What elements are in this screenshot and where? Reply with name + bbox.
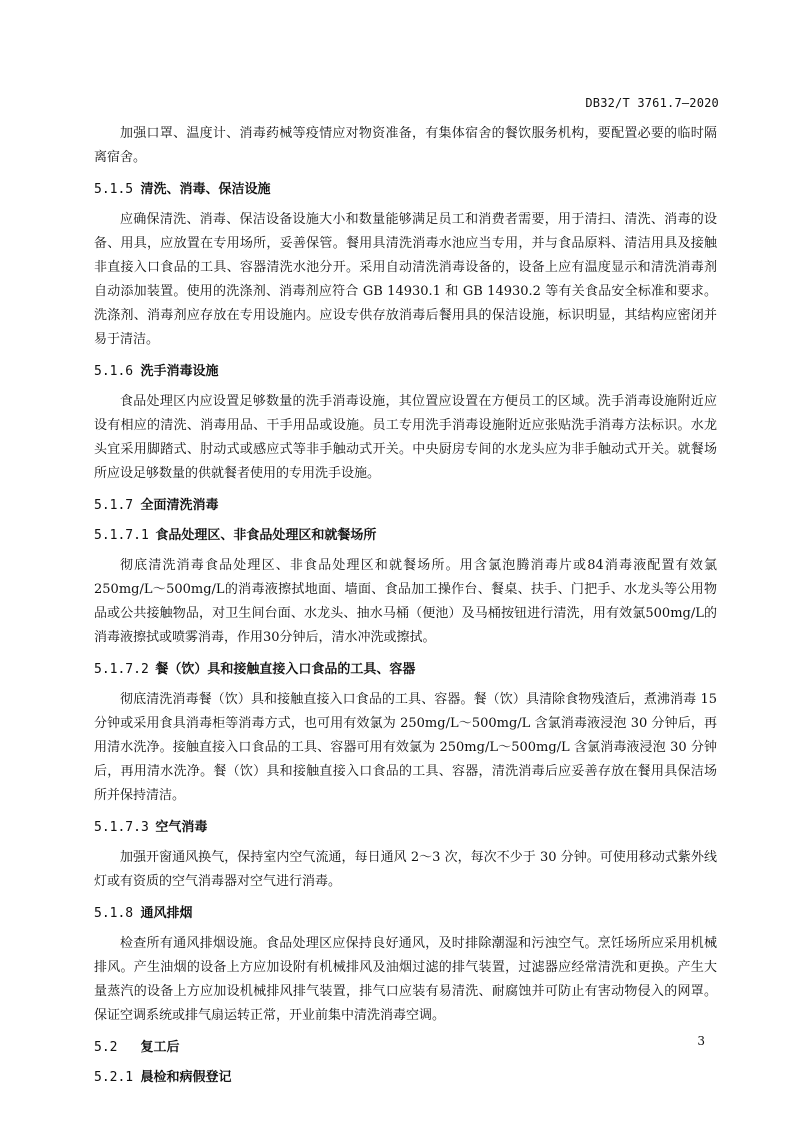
section-title: 空气消毒	[155, 820, 208, 835]
section-heading	[94, 178, 717, 202]
section-heading	[94, 902, 717, 926]
section-title: 晨检和病假登记	[140, 1070, 232, 1085]
section-title: 全面清洗消毒	[140, 498, 219, 513]
section-number: 5.1.7.2	[94, 662, 149, 677]
document-code: DB32/T 3761.7—2020	[585, 96, 719, 110]
paragraph: 食品处理区内应设置足够数量的洗手消毒设施，其位置应设置在方便员工的区域。洗手消毒设施附近应设有相应的清洗、消毒用品、干手用品或设施。员工专用洗手消毒设施附近应张贴洗手消毒方法标识。水龙头宜采用脚踏式、肘动式或感应式等非手触动式开关。中央厨房专间的水龙头应为非手触动式开关。就餐场所应设足够数量的供就餐者使用的专用洗手设施。	[94, 394, 717, 481]
section-number: 5.1.8	[94, 906, 134, 921]
section-number: 5.2	[94, 1040, 118, 1055]
section-number: 5.1.7	[94, 498, 134, 513]
section-heading	[94, 1036, 717, 1060]
section-number: 5.1.6	[94, 364, 134, 379]
section-title: 餐（饮）具和接触直接入口食品的工具、容器	[155, 662, 416, 677]
paragraph: 应确保清洗、消毒、保洁设备设施大小和数量能够满足员工和消费者需要，用于清扫、清洗、消毒的设备、用具，应放置在专用场所，妥善保管。餐用具清洗消毒水池应当专用，并与食品原料、清洁用具及接触非直接入口食品的工具、容器清洗水池分开。采用自动清洗消毒设备的，设备上应有温度显示和清洗消毒剂自动添加装置。使用的洗涤剂、消毒剂应符合 GB 14930.1 和 GB 14930.2 等有关食品安全标准和要求。洗涤剂、消毒剂应存放在专用设施内。应设专供存放消毒后餐用具的保洁设施，标识明显，其结构应密闭并易于清洁。	[94, 212, 717, 347]
section-number: 5.1.7.3	[94, 820, 149, 835]
page-number: 3	[697, 1034, 705, 1048]
section-title: 复工后	[140, 1040, 180, 1055]
section-heading	[94, 494, 717, 518]
section-number: 5.1.5	[94, 182, 134, 197]
section-number: 5.2.1	[94, 1070, 134, 1085]
paragraph: 彻底清洗消毒食品处理区、非食品处理区和就餐场所。用含氯泡腾消毒片或84消毒液配置有效氯250mg/L～500mg/L的消毒液擦拭地面、墙面、食品加工操作台、餐桌、扶手、门把手、水龙头等公用物品或公共接触物品，对卫生间台面、水龙头、抽水马桶（便池）及马桶按钮进行清洗，用有效氯500mg/L的消毒液擦拭或喷雾消毒，作用30分钟后，清水冲洗或擦拭。	[94, 558, 717, 645]
section-title: 食品处理区、非食品处理区和就餐场所	[155, 528, 377, 543]
section-number: 5.1.7.1	[94, 528, 149, 543]
section-title: 通风排烟	[140, 906, 193, 921]
section-title: 清洗、消毒、保洁设施	[140, 182, 271, 197]
section-heading	[94, 1066, 717, 1090]
paragraph: 彻底清洗消毒餐（饮）具和接触直接入口食品的工具、容器。餐（饮）具清除食物残渣后，煮沸消毒 15 分钟或采用食具消毒柜等消毒方式，也可用有效氯为 250mg/L～500mg/L 含氯消毒液浸泡 30 分钟后，再用清水洗净。接触直接入口食品的工具、容器可用有效氯为 250mg/L～500mg/L 含氯消毒液浸泡 30 分钟后，再用清水洗净。餐（饮）具和接触直接入口食品的工具、容器，清洗消毒后应妥善存放在餐用具保洁场所并保持清洁。	[94, 692, 717, 803]
paragraph: 加强口罩、温度计、消毒药械等疫情应对物资准备，有集体宿舍的餐饮服务机构，要配置必要的临时隔离宿舍。	[94, 126, 717, 165]
paragraph: 检查所有通风排烟设施。食品处理区应保持良好通风，及时排除潮湿和污浊空气。烹饪场所应采用机械排风。产生油烟的设备上方应加设附有机械排风及油烟过滤的排气装置，过滤器应经常清洗和更换。产生大量蒸汽的设备上方应加设机械排风排气装置，排气口应装有易清洗、耐腐蚀并可防止有害动物侵入的网罩。保证空调系统或排气扇运转正常，开业前集中清洗消毒空调。	[94, 936, 717, 1023]
section-heading	[94, 658, 717, 682]
section-heading	[94, 360, 717, 384]
section-heading	[94, 524, 717, 548]
section-title: 洗手消毒设施	[140, 364, 219, 379]
document-body	[94, 122, 717, 1090]
paragraph: 加强开窗通风换气，保持室内空气流通，每日通风 2～3 次，每次不少于 30 分钟。可使用移动式紫外线灯或有资质的空气消毒器对空气进行消毒。	[94, 850, 717, 889]
section-heading	[94, 816, 717, 840]
